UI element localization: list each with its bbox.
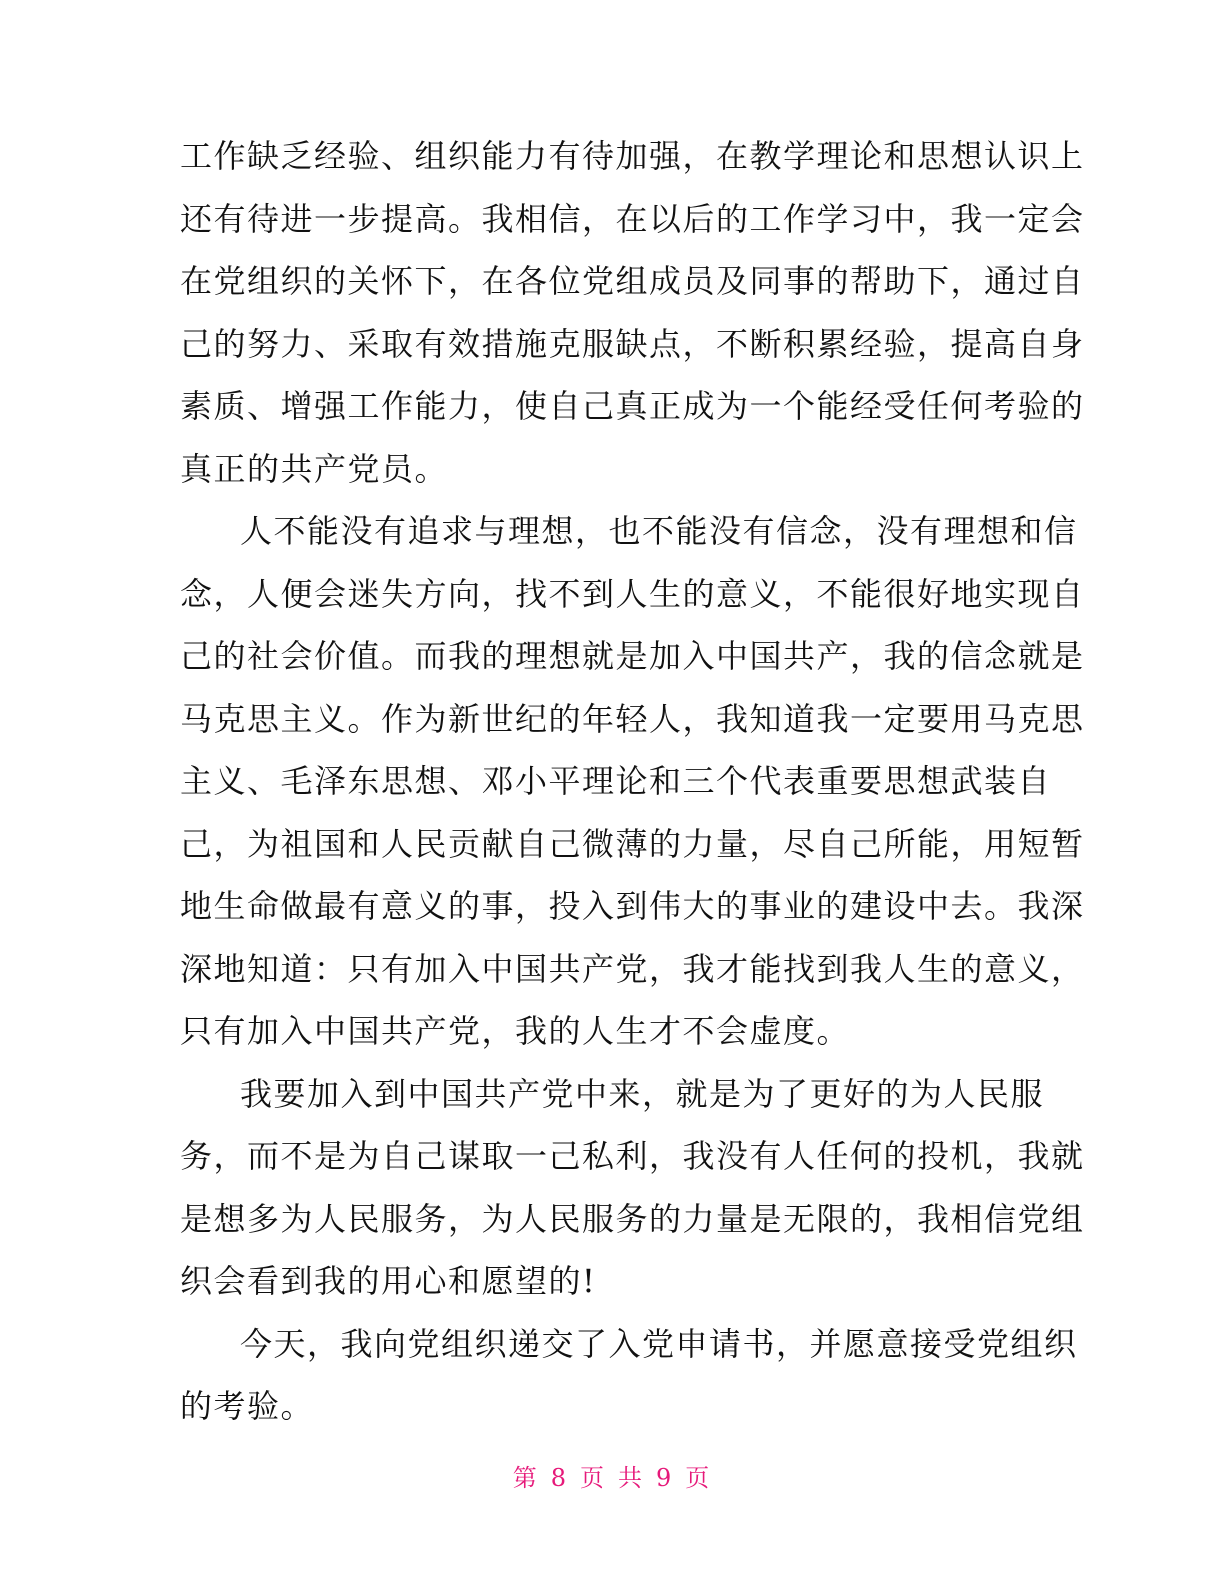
paragraph bbox=[180, 1063, 1085, 1313]
text-line: 务，而不是为自己谋取一己私利，我没有人任何的投机，我就 bbox=[180, 1137, 1085, 1175]
text-line: 工作缺乏经验、组织能力有待加强，在教学理论和思想认识上 bbox=[180, 137, 1085, 175]
text-line: 素质、增强工作能力，使自己真正成为一个能经受任何考验的 bbox=[180, 387, 1085, 425]
text-line: 还有待进一步提高。我相信，在以后的工作学习中，我一定会 bbox=[180, 199, 1085, 238]
text-line: 己的努力、采取有效措施克服缺点，不断积累经验，提高自身 bbox=[180, 324, 1085, 363]
text-line: 的考验。 bbox=[180, 1387, 315, 1425]
text-line: 深地知道：只有加入中国共产党，我才能找到我人生的意义， bbox=[180, 949, 1085, 988]
current-page-number: 8 bbox=[550, 1464, 568, 1492]
text-line: 己的社会价值。而我的理想就是加入中国共产，我的信念就是 bbox=[180, 637, 1085, 675]
text-line: 在党组织的关怀下，在各位党组成员及同事的帮助下，通过自 bbox=[180, 262, 1085, 300]
footer-label-ye: 页 bbox=[580, 1464, 606, 1492]
paragraph bbox=[180, 1313, 1078, 1438]
document-body bbox=[180, 125, 1085, 1438]
text-line: 马克思主义。作为新世纪的年轻人，我知道我一定要用马克思 bbox=[180, 699, 1085, 738]
footer-label-gong: 共 bbox=[618, 1464, 644, 1492]
text-line: 地生命做最有意义的事，投入到伟大的事业的建设中去。我深 bbox=[180, 887, 1085, 925]
text-line: 今天，我向党组织递交了入党申请书，并愿意接受党组织 bbox=[240, 1324, 1078, 1363]
text-line: 人不能没有追求与理想，也不能没有信念，没有理想和信 bbox=[240, 512, 1078, 550]
paragraph bbox=[180, 125, 1085, 500]
footer-label-ye: 页 bbox=[685, 1464, 712, 1492]
text-line: 己，为祖国和人民贡献自己微薄的力量，尽自己所能，用短暂 bbox=[180, 824, 1085, 863]
total-page-count: 9 bbox=[656, 1464, 674, 1492]
paragraph bbox=[180, 500, 1085, 1063]
text-line: 主义、毛泽东思想、邓小平理论和三个代表重要思想武装自 bbox=[180, 762, 1052, 800]
text-line: 织会看到我的用心和愿望的! bbox=[180, 1262, 597, 1300]
text-line: 是想多为人民服务，为人民服务的力量是无限的，我相信党组 bbox=[180, 1199, 1085, 1238]
footer-label-di: 第 bbox=[512, 1464, 539, 1492]
text-line: 念，人便会迷失方向，找不到人生的意义，不能很好地实现自 bbox=[180, 574, 1085, 613]
page-footer bbox=[0, 1460, 1224, 1496]
text-line: 真正的共产党员。 bbox=[180, 449, 449, 488]
text-line: 只有加入中国共产党，我的人生才不会虚度。 bbox=[180, 1012, 851, 1050]
text-line: 我要加入到中国共产党中来，就是为了更好的为人民服 bbox=[240, 1074, 1045, 1113]
